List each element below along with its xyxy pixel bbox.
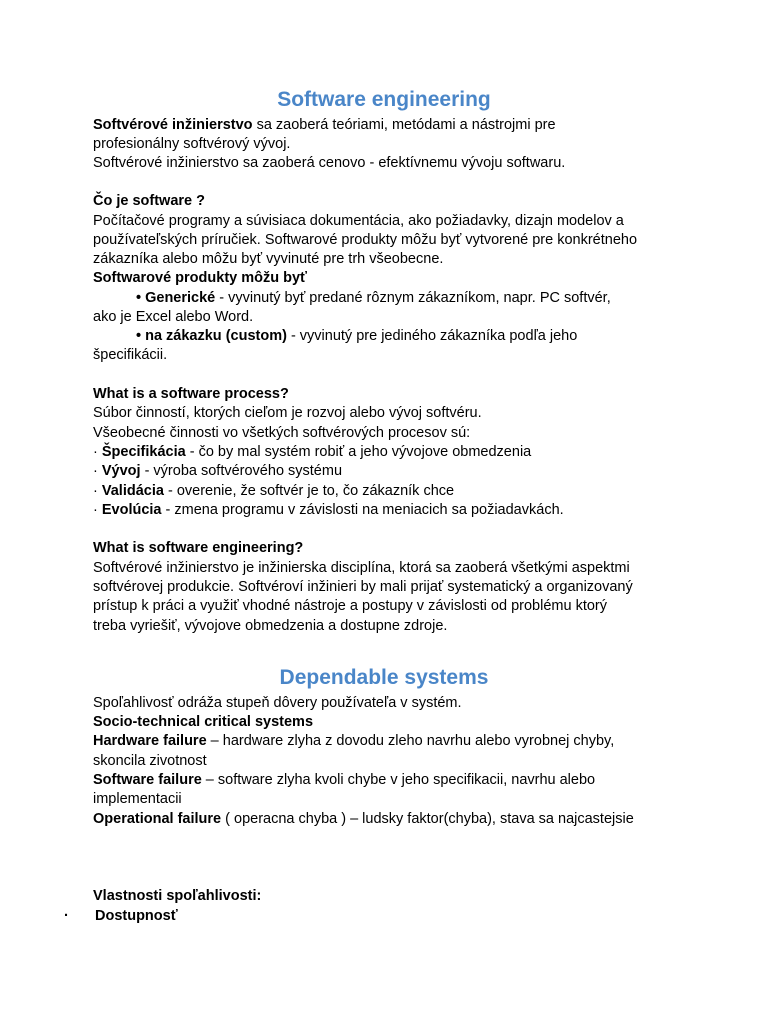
software-engineering-line: prístup k práci a využiť vhodné nástroje a postupy v závislosti od problému ktorý	[93, 598, 607, 614]
what-is-software-title: Čo je software ?	[93, 193, 205, 209]
bullet-glyph: ·	[64, 908, 69, 924]
dependability-definition: Spoľahlivosť odráža stupeň dôvery používateľa v systém.	[93, 695, 462, 711]
intro-line-1-text: sa zaoberá teóriami, metódami a nástrojmi pre	[252, 117, 556, 133]
software-process-line-1: Súbor činností, ktorých cieľom je rozvoj alebo vývoj softvéru.	[93, 405, 482, 421]
activity-description: - overenie, že softvér je to, čo zákazník chce	[163, 483, 455, 499]
properties-title: Vlastnosti spoľahlivosti:	[93, 888, 262, 904]
bullet-glyph: ·	[93, 463, 102, 479]
intro-line-1	[93, 116, 556, 135]
property-availability: Dostupnosť	[95, 908, 178, 924]
software-process-line-2: Všeobecné činnosti vo všetkých softvérových procesov sú:	[93, 425, 471, 441]
hardware-failure-term: Hardware failure	[93, 733, 207, 749]
hardware-failure-text: – hardware zlyha z dovodu zleho navrhu alebo vyrobnej chyby,	[206, 733, 615, 749]
software-engineering-title: What is software engineering?	[93, 540, 304, 556]
bullet-glyph: ·	[93, 502, 102, 518]
software-definition-line: Počítačové programy a súvisiaca dokumentácia, ako požiadavky, dizajn modelov a	[93, 213, 624, 229]
heading-software-engineering: Software engineering	[277, 88, 491, 111]
generic-products-continuation: ako je Excel alebo Word.	[93, 309, 254, 325]
operational-failure-term: Operational failure	[93, 811, 222, 827]
activity-term: Špecifikácia	[101, 444, 186, 460]
operational-failure-text: ( operacna chyba ) – ludsky faktor(chyba), stava sa najcastejsie	[221, 811, 634, 827]
process-activity-item	[93, 443, 531, 462]
activity-description: - čo by mal systém robiť a jeho vývojove obmedzenia	[185, 444, 532, 460]
custom-term: • na zákazku (custom)	[136, 328, 287, 344]
software-failure-line	[93, 771, 595, 790]
software-engineering-line: softvérovej produkcie. Softvéroví inžinieri by mali prijať systematický a organizovaný	[93, 579, 633, 595]
intro-line-2: profesionálny softvérový vývoj.	[93, 136, 291, 152]
intro-term: Softvérové inžinierstvo	[93, 117, 253, 133]
activity-description: - zmena programu v závislosti na meniacich sa požiadavkách.	[161, 502, 564, 518]
activity-term: Vývoj	[101, 463, 141, 479]
process-activity-item	[93, 462, 342, 481]
software-definition-line: zákazníka alebo môžu byť vyvinuté pre trh všeobecne.	[93, 251, 444, 267]
software-engineering-line: Softvérové inžinierstvo je inžinierska disciplína, ktorá sa zaoberá všetkými aspektmi	[93, 560, 630, 576]
sociotechnical-title: Socio-technical critical systems	[93, 714, 314, 730]
custom-products-continuation: špecifikácii.	[93, 347, 168, 363]
activity-description: - výroba softvérového systému	[140, 463, 343, 479]
software-failure-text: – software zlyha kvoli chybe v jeho specifikacii, navrhu alebo	[201, 772, 596, 788]
custom-products-item	[136, 327, 577, 346]
generic-products-item	[136, 289, 611, 308]
activity-term: Evolúcia	[101, 502, 162, 518]
heading-dependable-systems: Dependable systems	[279, 666, 489, 689]
bullet-glyph: ·	[93, 483, 102, 499]
software-definition-line: používateľských príručiek. Softwarové produkty môžu byť vytvorené pre konkrétneho	[93, 232, 638, 248]
intro-line-3: Softvérové inžinierstvo sa zaoberá cenovo - efektívnemu vývoju softwaru.	[93, 155, 566, 171]
software-failure-term: Software failure	[93, 772, 202, 788]
custom-description: - vyvinutý pre jediného zákazníka podľa jeho	[286, 328, 578, 344]
activity-term: Validácia	[101, 483, 164, 499]
hardware-failure-continuation: skoncila zivotnost	[93, 753, 207, 769]
bullet-glyph: ·	[93, 444, 102, 460]
software-engineering-line: treba vyriešiť, vývojove obmedzenia a dostupne zdroje.	[93, 618, 448, 634]
software-failure-continuation: implementacii	[93, 791, 182, 807]
software-products-title: Softwarové produkty môžu byť	[93, 270, 307, 286]
hardware-failure-line	[93, 732, 614, 751]
software-process-title: What is a software process?	[93, 386, 289, 402]
process-activity-item	[93, 482, 454, 501]
generic-term: • Generické	[136, 290, 216, 306]
generic-description: - vyvinutý byť predané rôznym zákazníkom, napr. PC softvér,	[215, 290, 611, 306]
operational-failure-line	[93, 810, 634, 829]
process-activity-item	[93, 501, 564, 520]
